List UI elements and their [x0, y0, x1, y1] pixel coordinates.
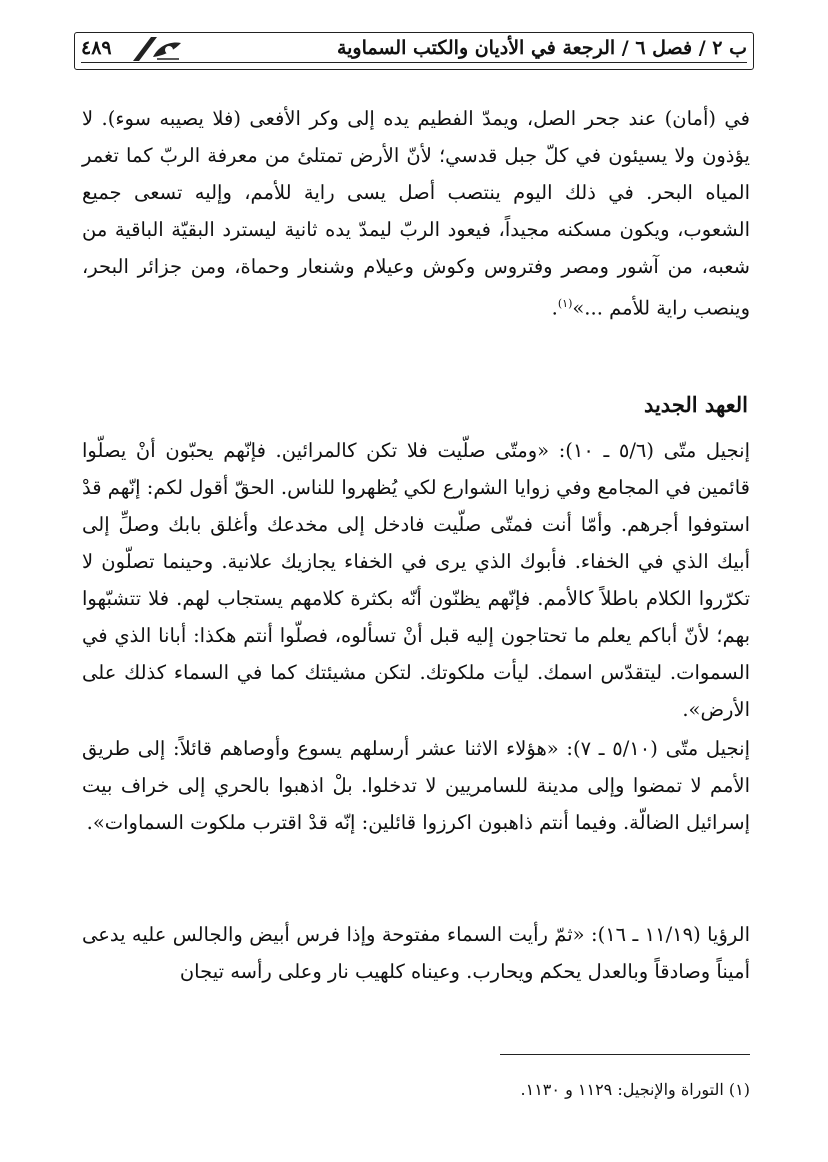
paragraph-3 [82, 730, 750, 841]
paragraph-1-text: في (أمان) عند جحر الصل، ويمدّ الفطيم يده إلى وكر الأفعى (فلا يصيبه سوء). لا يؤذون ولا يسيئون في كلّ جبل قدسي؛ لأنّ الأرض تمتلئ من معرفة الربّ كما تغمر المياه البحر. في ذلك اليوم ينتصب أصل يسى راية للأمم، وإليه تسعى جميع الشعوب، ويكون مسكنه مجيداً، فيعود الربّ ليمدّ يده ثانية ليسترد البقيّة الباقية من شعبه، من آشور ومصر وفتروس وكوش وعيلام وشنعار وحماة، ومن جزائر البحر، وينصب راية للأمم ...» [82, 107, 750, 320]
paragraph-1 [82, 100, 750, 327]
footnote: (١) التوراة والإنجيل: ١١٢٩ و ١١٣٠. [520, 1080, 750, 1099]
paragraph-1-end: . [551, 296, 558, 320]
running-header [74, 32, 754, 70]
paragraph-4-text: الرؤيا (١١/١٩ ـ ١٦): «ثمّ رأيت السماء مفتوحة وإذا فرس أبيض والجالس عليه يدعى أميناً وصادقاً وبالعدل يحكم ويحارب. وعيناه كلهيب نار وعلى رأسه تيجان [82, 923, 750, 983]
paragraph-3-text: إنجيل متّى (٥/١٠ ـ ٧): «هؤلاء الاثنا عشر أرسلهم يسوع وأوصاهم قائلاً: إلى طريق الأمم لا تمضوا وإلى مدينة للسامريين لا تدخلوا. بلْ اذهبوا بالحري إلى خراف بيت إسرائيل الضالّة. وفيما أنتم ذاهبون اكرزوا قائلين: إنّه قدْ اقترب ملكوت السماوات». [82, 737, 750, 834]
header-title: ب ٢ / فصل ٦ / الرجعة في الأديان والكتب السماوية [336, 37, 747, 59]
footnote-divider [500, 1054, 750, 1055]
paragraph-4 [82, 916, 750, 990]
paragraph-2-text: إنجيل متّى (٥/٦ ـ ١٠): «ومتّى صلّيت فلا تكن كالمرائين. فإنّهم يحبّون أنْ يصلّوا قائمين في المجامع وفي زوايا الشوارع لكي يُظهروا للناس. الحقّ أقول لكم: إنّهم قدْ استوفوا أجرهم. وأمّا أنت فمتّى صلّيت فادخل إلى مخدعك وأغلق بابك وصلِّ إلى أبيك الذي في الخفاء. فأبوك الذي يرى في الخفاء يجازيك علانية. وحينما تصلّون لا تكرّروا الكلام باطلاً كالأمم. فإنّهم يظنّون أنّه بكثرة كلامهم يستجاب لهم. فلا تتشبّهوا بهم؛ لأنّ أباكم يعلم ما تحتاجون إليه قبل أنْ تسألوه، فصلّوا أنتم هكذا: أبانا الذي في السموات. ليتقدّس اسمك. ليأت ملكوتك. لتكن مشيئتك كما في السماء كذلك على الأرض». [82, 439, 750, 721]
paragraph-2 [82, 432, 750, 728]
footnote-ref: (١) [557, 297, 573, 310]
ornament-icon [131, 35, 183, 63]
section-heading: العهد الجديد [643, 392, 748, 417]
page-number: ٤٨٩ [81, 37, 112, 59]
